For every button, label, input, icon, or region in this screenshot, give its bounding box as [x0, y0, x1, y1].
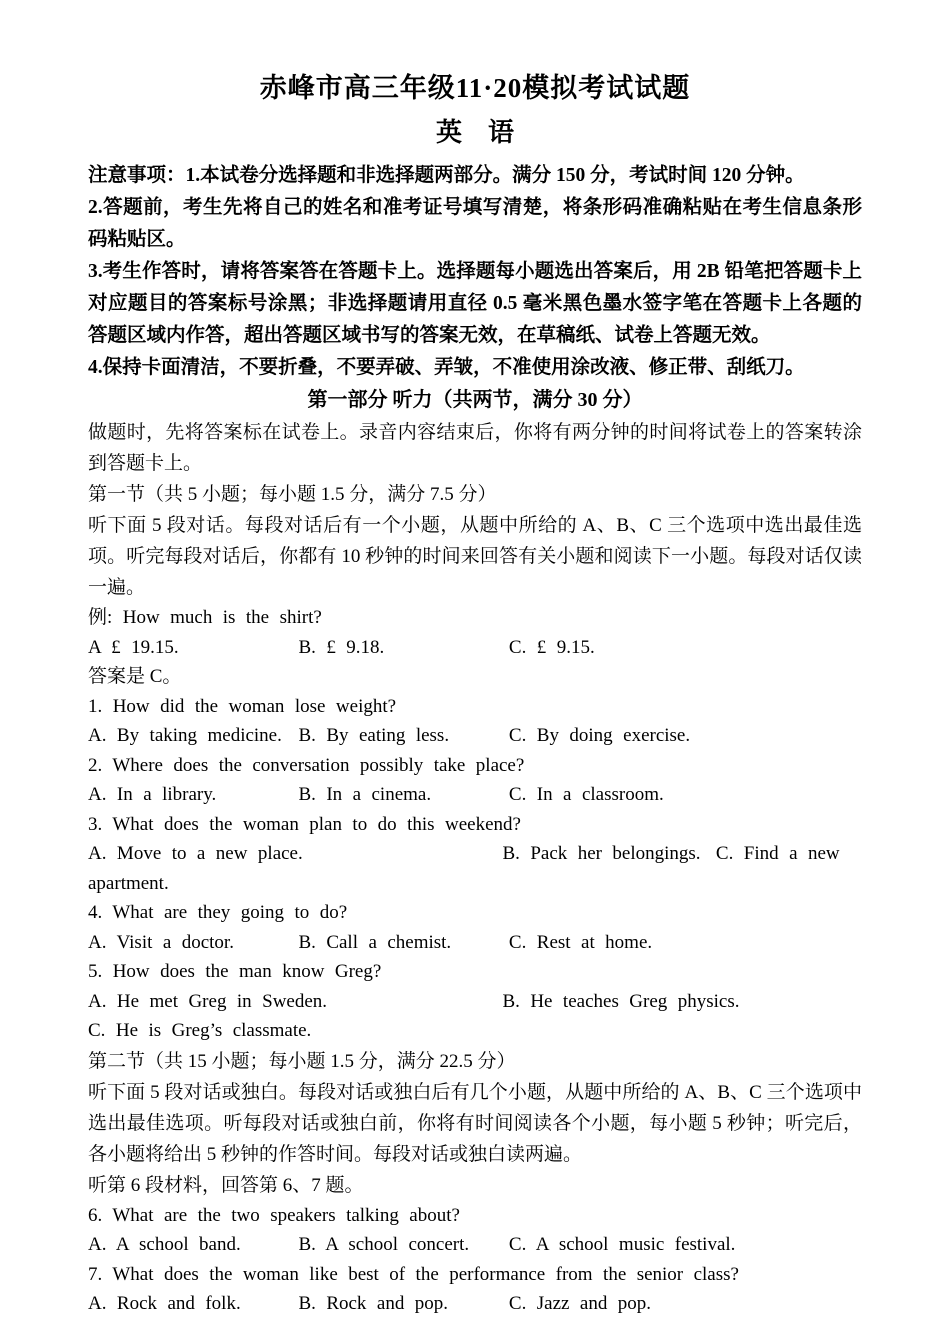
question-1-option-a: A. By taking medicine. [88, 725, 282, 746]
notice-item-3: 3.考生作答时，请将答案答在答题卡上。选择题每小题选出答案后，用 2B 铅笔把答题卡上对应题目的答案标号涂黑；非选择题请用直径 0.5 毫米黑色墨水签字笔在答题卡上各题的答题区域内作答，超出答题区域书写的答案无效，在草稿纸、试卷上答题无效。 [88, 261, 862, 346]
question-4-options [88, 928, 862, 958]
section2-title: 第二节（共 15 小题；每小题 1.5 分，满分 22.5 分） [88, 1050, 516, 1072]
question-6-options [88, 1230, 862, 1260]
notice-item-4: 4.保持卡面清洁，不要折叠，不要弄破、弄皱，不准使用涂改液、修正带、刮纸刀。 [88, 357, 805, 378]
section1-title: 第一节（共 5 小题；每小题 1.5 分，满分 7.5 分） [88, 484, 497, 505]
question-6-option-c: C. A school music festival. [508, 1234, 736, 1255]
notice-item-2: 2.答题前，考生先将自己的姓名和准考证号填写清楚，将条形码准确粘贴在考生信息条形码粘贴区。 [88, 197, 862, 250]
part1-heading: 第一部分 听力（共两节，满分 30 分） [307, 389, 643, 411]
example-option-b: B. £ 9.18. [298, 636, 385, 658]
section2-instructions: 听下面 5 段对话或独白。每段对话或独白后有几个小题，从题中所给的 A、B、C 三个选项中选出最佳选项。听每段对话或独白前，你将有时间阅读各个小题，每小题 5 秒钟；听完后，各小题将给出 5 秒钟的作答时间。每段对话或独白读两遍。 [88, 1081, 862, 1165]
example-options-row [88, 633, 862, 663]
question-2-options [88, 780, 862, 810]
question-5-options-row1 [88, 987, 862, 1017]
question-5-option-b: B. He teaches Greg physics. [502, 990, 740, 1012]
question-2-option-c: C. In a classroom. [508, 784, 664, 805]
question-7-options [88, 1289, 862, 1319]
question-6-option-a: A. A school band. [88, 1234, 241, 1255]
question-3-option-a: A. Move to a new place. [88, 843, 303, 864]
question-1-option-c: C. By doing exercise. [508, 725, 691, 746]
question-5-option-c: C. He is Greg’s classmate. [88, 1020, 312, 1041]
part1-intro: 做题时，先将答案标在试卷上。录音内容结束后，你将有两分钟的时间将试卷上的答案转涂到答题卡上。 [88, 422, 862, 474]
example-question: 例: How much is the shirt? [88, 607, 322, 628]
example-option-a: A £ 19.15. [88, 636, 179, 658]
section1-instructions: 听下面 5 段对话。每段对话后有一个小题，从题中所给的 A、B、C 三个选项中选出最佳选项。听完每段对话后，你都有 10 秒钟的时间来回答有关小题和阅读下一小题。每段对话仅读一遍。 [88, 515, 862, 598]
question-7-option-b: B. Rock and pop. [298, 1293, 449, 1314]
question-3-option-b: B. Pack her belongings. [502, 843, 701, 864]
question-5: 5. How does the man know Greg? [88, 961, 382, 982]
question-1: 1. How did the woman lose weight? [88, 695, 397, 717]
question-6-option-b: B. A school concert. [298, 1234, 470, 1255]
question-4-option-c: C. Rest at home. [508, 931, 653, 953]
question-7: 7. What does the woman like best of the performance from the senior class? [88, 1263, 739, 1285]
question-2-option-b: B. In a cinema. [298, 784, 432, 805]
question-7-option-a: A. Rock and folk. [88, 1293, 241, 1314]
question-2: 2. Where does the conversation possibly take place? [88, 754, 525, 776]
question-2-option-a: A. In a library. [88, 784, 217, 805]
question-3-option-c: C. Find a new [715, 843, 840, 864]
question-4-option-b: B. Call a chemist. [298, 931, 452, 953]
exam-notices [88, 160, 862, 384]
question-4: 4. What are they going to do? [88, 902, 348, 923]
question-6: 6. What are the two speakers talking about? [88, 1204, 460, 1226]
subject-title: 英 语 [435, 118, 514, 147]
question-3: 3. What does the woman plan to do this weekend? [88, 813, 521, 835]
question-1-option-b: B. By eating less. [298, 725, 450, 746]
question-3-options [88, 839, 862, 869]
exam-title: 赤峰市高三年级11·20模拟考试试题 [259, 73, 691, 103]
question-7-option-c: C. Jazz and pop. [508, 1293, 652, 1314]
section2-material-note: 听第 6 段材料，回答第 6、7 题。 [88, 1174, 364, 1196]
example-option-c: C. £ 9.15. [508, 636, 595, 658]
question-4-option-a: A. Visit a doctor. [88, 931, 234, 953]
example-answer-note: 答案是 C。 [88, 666, 182, 687]
question-3-option-c-overflow: apartment. [88, 872, 169, 894]
question-1-options [88, 721, 862, 751]
question-5-option-a: A. He met Greg in Sweden. [88, 990, 328, 1012]
notice-item-1: 注意事项：1.本试卷分选择题和非选择题两部分。满分 150 分，考试时间 120 分钟。 [88, 165, 805, 186]
